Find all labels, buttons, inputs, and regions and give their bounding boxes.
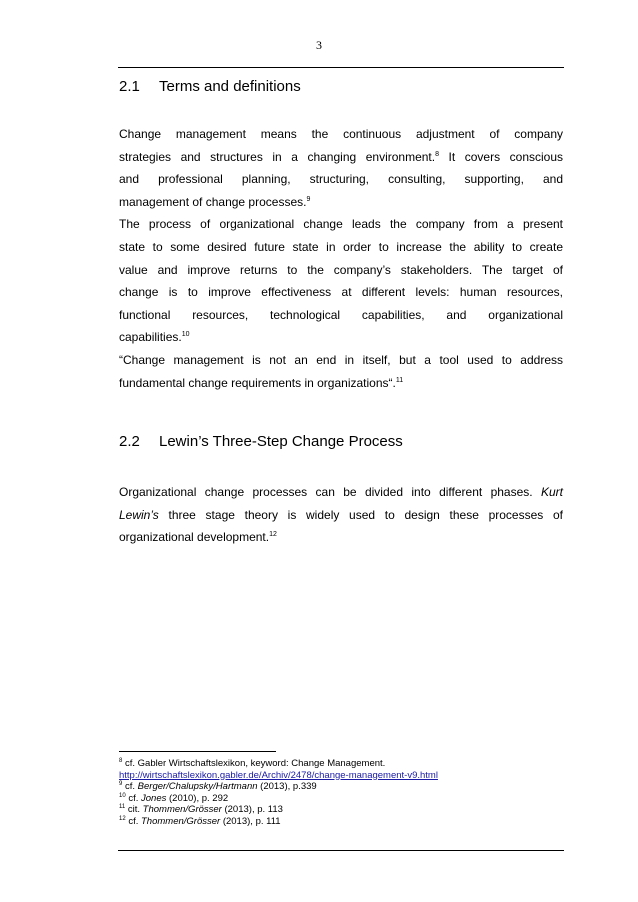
section-number: 2.2 xyxy=(119,433,140,450)
footnote-ref[interactable]: 8 xyxy=(435,150,439,158)
footnote-number: 9 xyxy=(119,780,123,787)
text: It covers conscious xyxy=(439,149,564,164)
text-line xyxy=(119,260,563,283)
text-line xyxy=(119,505,563,528)
footnote-number: 10 xyxy=(119,792,126,799)
text: value and improve returns to the company’s stakeholders. The target of xyxy=(119,262,563,277)
text: organizational development. xyxy=(119,530,270,545)
text: “Change management is not an end in itself, but a tool used to address xyxy=(119,352,563,367)
author-name: Kurt xyxy=(540,485,563,499)
text: change is to improve effectiveness at different levels: human resources, xyxy=(119,285,563,300)
text: Organizational change processes can be divided into different phases. xyxy=(119,485,533,499)
section-heading-lewin xyxy=(119,433,403,450)
footnote-text: cf. xyxy=(125,815,141,827)
footnote-text: cit. xyxy=(125,804,143,815)
text: The process of organizational change leads the company from a present xyxy=(119,217,563,232)
footnote-8 xyxy=(119,758,559,770)
section-title: Terms and definitions xyxy=(159,78,301,95)
text-line xyxy=(119,169,563,192)
footnote-text: cf. xyxy=(122,781,138,792)
text: and professional planning, structuring, consulting, supporting, and xyxy=(119,172,563,187)
footnotes xyxy=(119,758,559,827)
text-line xyxy=(119,124,563,147)
text: capabilities. xyxy=(119,330,182,345)
text-line xyxy=(119,350,563,373)
text-line xyxy=(119,482,563,505)
footnote-number: 12 xyxy=(119,815,126,822)
text: state to some desired future state in order to increase the ability to create xyxy=(119,239,563,254)
footnote-8-link-line xyxy=(119,770,559,782)
section-heading-terms xyxy=(119,78,301,95)
footnote-text: cf. Gabler Wirtschaftslexikon, keyword: Change Management. xyxy=(122,758,386,769)
text: functional resources, technological capabilities, and organizational xyxy=(119,307,563,322)
author-name: Lewin’s xyxy=(119,507,159,522)
footnote-9 xyxy=(119,781,559,793)
footnote-number: 11 xyxy=(119,803,126,810)
footnote-link[interactable]: http://wirtschaftslexikon.gabler.de/Archiv/2478/change-management-v9.html xyxy=(119,769,438,781)
footnote-author: Thommen/Grösser xyxy=(141,815,221,827)
text: fundamental change requirements in organizations“. xyxy=(119,375,396,390)
text-line xyxy=(119,527,563,550)
text-line xyxy=(119,327,563,350)
footnote-ref[interactable]: 11 xyxy=(395,376,404,384)
footer-rule xyxy=(118,850,564,851)
footnote-text: cf. xyxy=(125,792,141,804)
footnote-text: (2010), p. 292 xyxy=(166,792,229,804)
footnote-rule xyxy=(119,751,276,752)
text: Change management means the continuous adjustment of company xyxy=(119,127,563,141)
text: strategies and structures in a changing environment. xyxy=(119,149,436,164)
text: management of change processes. xyxy=(119,194,307,209)
footnote-author: Jones xyxy=(141,792,167,804)
section-number: 2.1 xyxy=(119,78,140,95)
footnote-ref[interactable]: 12 xyxy=(269,531,277,539)
footnote-author: Berger/Chalupsky/Hartmann xyxy=(137,781,258,792)
footnote-11 xyxy=(119,804,559,816)
footnote-ref[interactable]: 9 xyxy=(306,195,311,203)
header-rule xyxy=(118,67,564,68)
text-line xyxy=(119,373,563,396)
footnote-10 xyxy=(119,793,559,805)
text-line xyxy=(119,214,563,237)
footnote-text: (2013), p. 111 xyxy=(220,815,281,827)
footnote-text: (2013), p. 113 xyxy=(221,804,283,815)
text-line xyxy=(119,282,563,305)
text-line xyxy=(119,192,563,215)
footnote-text: (2013), p.339 xyxy=(257,781,317,792)
paragraph-lewin xyxy=(119,482,563,550)
page-number: 3 xyxy=(316,38,322,52)
text-line xyxy=(119,147,563,170)
footnote-ref[interactable]: 10 xyxy=(181,331,190,339)
text-line xyxy=(119,305,563,328)
footnote-author: Thommen/Grösser xyxy=(142,804,222,815)
text: three stage theory is widely used to design these processes of xyxy=(158,507,563,522)
section-title: Lewin’s Three-Step Change Process xyxy=(159,433,403,450)
footnote-number: 8 xyxy=(119,757,123,764)
paragraph-terms xyxy=(119,124,563,395)
footnote-12 xyxy=(119,816,559,828)
text-line xyxy=(119,237,563,260)
